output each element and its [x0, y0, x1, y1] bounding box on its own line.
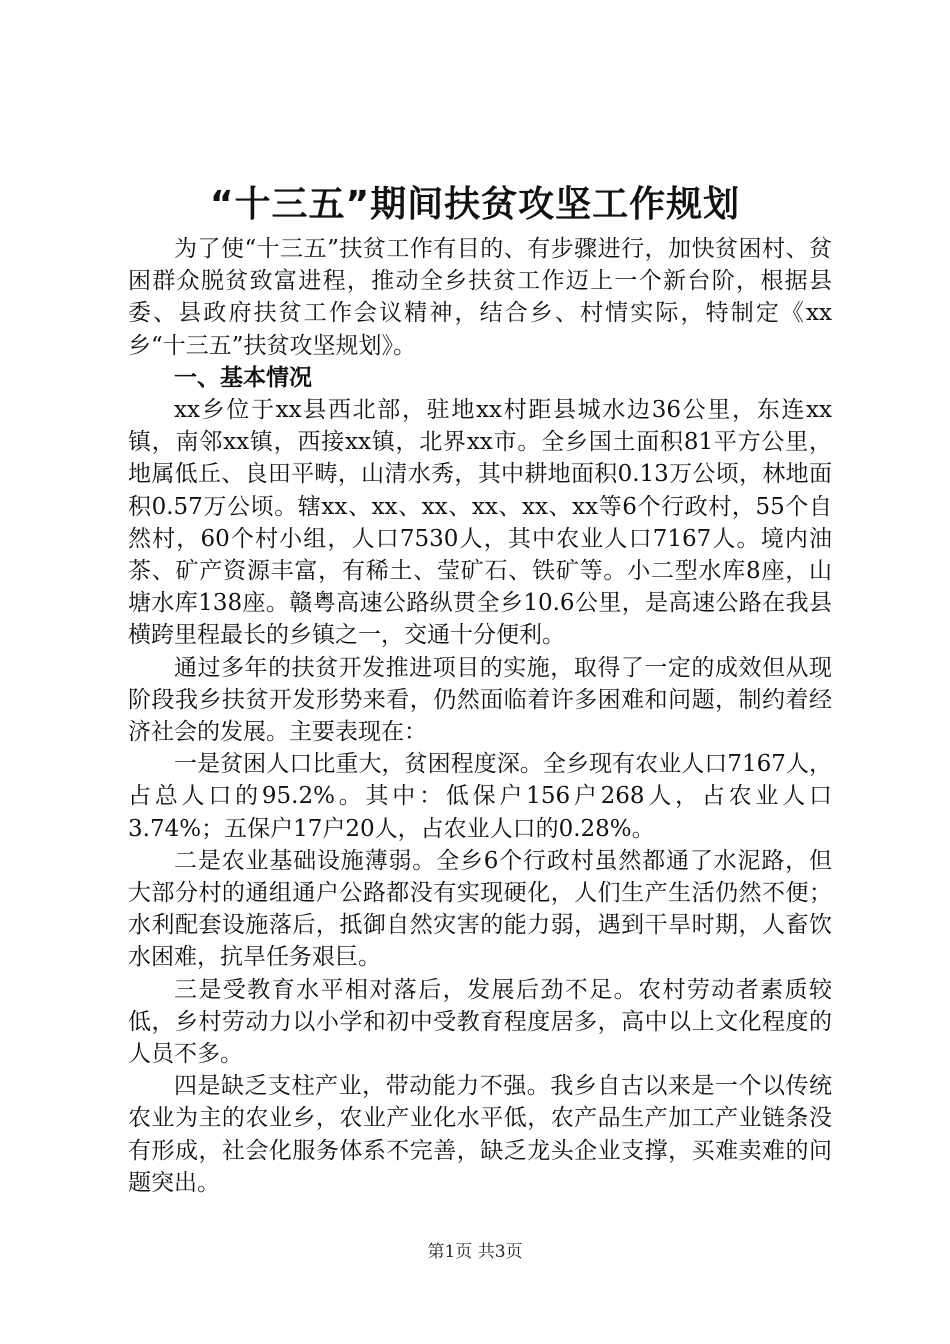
- section-heading-basic-situation: 一、基本情况: [174, 364, 312, 391]
- document-title: “十三五”期间扶贫攻坚工作规划: [209, 184, 741, 225]
- paragraph-location-overview: xx乡位于xx县西北部，驻地xx村距县城水边36公里，东连xx镇，南邻xx镇，西接xx镇，北界xx市。全乡国土面积81平方公里，地属低丘、良田平畴，山清水秀，其中耕地面积0.13万公顷，林地面积0.57万公顷。辖xx、xx、xx、xx、xx、xx等6个行政村，55个自然村，60个村小组，人口7530人，其中农业人口7167人。境内油茶、矿产资源丰富，有稀土、莹矿石、铁矿等。小二型水库8座，山塘水库138座。赣粤高速公路纵贯全乡10.6公里，是高速公路在我县横跨里程最长的乡镇之一，交通十分便利。: [128, 397, 832, 649]
- paragraph-point-four-industry: 四是缺乏支柱产业，带动能力不强。我乡自古以来是一个以传统农业为主的农业乡，农业产业化水平低，农产品生产加工产业链条没有形成，社会化服务体系不完善，缺乏龙头企业支撑，买难卖难的问题突出。: [128, 1073, 832, 1196]
- intro-paragraph: 为了使“十三五”扶贫工作有目的、有步骤进行，加快贫困村、贫困群众脱贫致富进程，推动全乡扶贫工作迈上一个新台阶，根据县委、县政府扶贫工作会议精神，结合乡、村情实际，特制定《xx乡“十三五”扶贫攻坚规划》。: [128, 236, 832, 359]
- paragraph-development-status: 通过多年的扶贫开发推进项目的实施，取得了一定的成效但从现阶段我乡扶贫开发形势来看，仍然面临着许多困难和问题，制约着经济社会的发展。主要表现在：: [128, 654, 832, 746]
- paragraph-point-three-education: 三是受教育水平相对落后，发展后劲不足。农村劳动者素质较低，乡村劳动力以小学和初中受教育程度居多，高中以上文化程度的人员不多。: [128, 976, 832, 1068]
- document-body: [128, 233, 832, 1199]
- paragraph-point-one-poverty: 一是贫困人口比重大，贫困程度深。全乡现有农业人口7167人，占总人口的95.2%。其中：低保户156户268人，占农业人口3.74%；五保户17户20人，占农业人口的0.28%。: [128, 751, 832, 842]
- paragraph-point-two-infrastructure: 二是农业基础设施薄弱。全乡6个行政村虽然都通了水泥路，但大部分村的通组通户公路都没有实现硬化，人们生产生活仍然不便；水利配套设施落后，抵御自然灾害的能力弱，遇到干旱时期，人畜饮水困难，抗旱任务艰巨。: [128, 847, 832, 971]
- page-number-footer: 第1页 共3页: [427, 1242, 523, 1262]
